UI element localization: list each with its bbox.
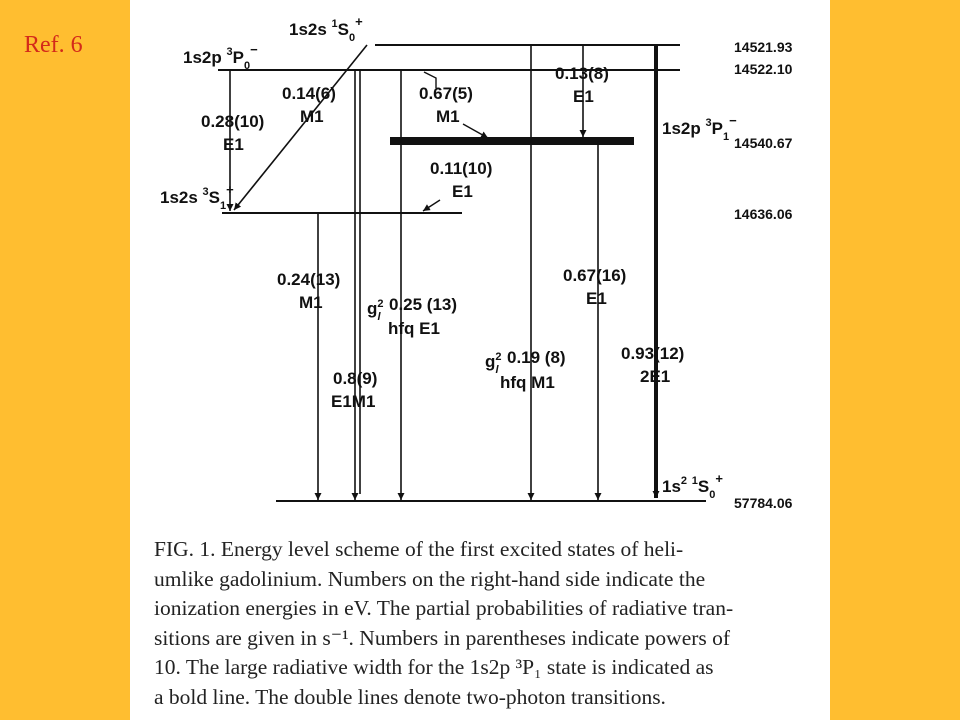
caption-line: sitions are given in s⁻¹. Numbers in parentheses indicate powers of — [154, 625, 731, 650]
figure-caption — [154, 535, 814, 712]
level-label-p0: 1s2p $^3P_0^-$ — [183, 42, 258, 72]
pointer-s1-e1 — [423, 200, 440, 211]
label-0-19-g-factor: $g^2$ l — [485, 351, 502, 376]
label-0-11-type: E1 — [452, 182, 473, 201]
label-0-28-value: 0.28(10) — [201, 112, 265, 131]
label-0-11-value: 0.11(10) — [430, 159, 493, 178]
label-0-24-type: M1 — [299, 293, 323, 312]
label-0-67-m1-type: M1 — [436, 107, 460, 126]
pointer-p1-width — [463, 124, 488, 138]
caption-line: a bold line. The double lines denote two-photon transitions. — [154, 684, 666, 709]
label-0-25-g-factor: $g^2$ l — [367, 298, 384, 323]
label-0-19-g: g — [485, 352, 496, 371]
label-0-14-type: M1 — [300, 107, 324, 126]
label-0-28-type: E1 — [223, 135, 244, 154]
label-0-8-type: E1M1 — [331, 392, 376, 411]
label-0-93-type: 2E1 — [640, 367, 671, 386]
label-0-25-value: 0.25 (13) — [389, 295, 458, 314]
label-0-14-value: 0.14(6) — [282, 84, 336, 103]
caption-line: umlike gadolinium. Numbers on the right-hand side indicate the — [154, 566, 706, 591]
energy-ground: 57784.06 — [734, 495, 793, 511]
label-0-19-value: 0.19 (8) — [507, 348, 566, 367]
label-0-67-e1-value: 0.67(16) — [563, 266, 627, 285]
level-label-s1: 1s2s $^3S_1^+$ — [160, 182, 234, 212]
reference-label: Ref. 6 — [24, 32, 83, 58]
label-0-67-e1-type: E1 — [586, 289, 607, 308]
level-label-s0-upper: 1s2s $^1S_0^+$ — [289, 14, 363, 44]
label-0-13-value: 0.13(8) — [555, 64, 609, 83]
caption-line: 10. The large radiative width for the 1s2p ³P₁ state is indicated as — [154, 655, 714, 679]
level-label-p1: 1s2p $^3P_1^-$ — [662, 113, 737, 143]
label-0-67-m1-value: 0.67(5) — [419, 84, 473, 103]
energy-s0-upper: 14521.93 — [734, 39, 793, 55]
caption-line: ionization energies in eV. The partial probabilities of radiative tran- — [154, 596, 734, 620]
caption-line: FIG. 1. Energy level scheme of the first excited states of heli- — [154, 537, 684, 561]
label-0-24-value: 0.24(13) — [277, 270, 341, 289]
energy-s1: 14636.06 — [734, 206, 793, 222]
label-0-93-value: 0.93(12) — [621, 344, 685, 363]
energy-p0: 14522.10 — [734, 61, 793, 77]
energy-p1: 14540.67 — [734, 135, 793, 151]
label-0-8-value: 0.8(9) — [333, 369, 378, 388]
label-0-25-type: hfq E1 — [388, 319, 440, 338]
level-label-ground: $1s^2$ $^1S_0^+$ — [662, 471, 723, 501]
label-0-19-type: hfq M1 — [500, 373, 555, 392]
label-0-13-type: E1 — [573, 87, 594, 106]
label-0-25-g: g — [367, 299, 378, 318]
